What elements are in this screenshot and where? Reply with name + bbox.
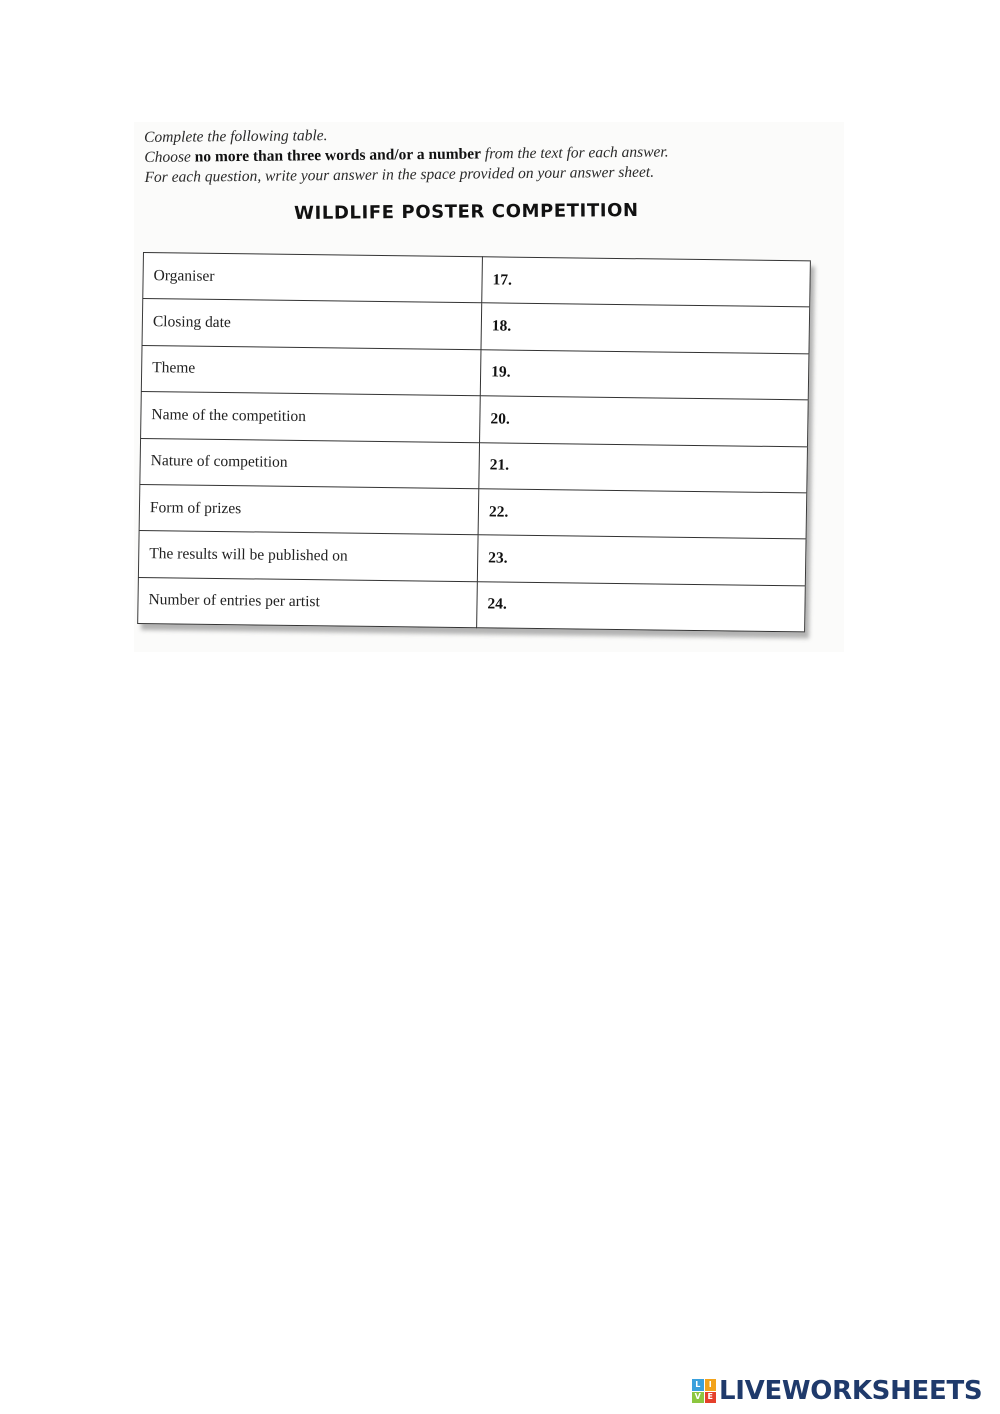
logo-letter-e: E — [705, 1392, 717, 1404]
logo-letter-l: L — [692, 1379, 704, 1391]
table-row — [142, 299, 810, 354]
competition-table-container — [137, 252, 811, 630]
answer-number[interactable]: 19. — [480, 350, 809, 400]
table-row — [141, 345, 809, 400]
page-title: WILDLIFE POSTER COMPETITION — [294, 199, 639, 224]
table-row — [138, 577, 806, 632]
row-label: Name of the competition — [141, 392, 481, 443]
answer-number[interactable]: 23. — [477, 535, 806, 585]
liveworksheets-logo-icon — [692, 1379, 716, 1403]
row-label: Nature of competition — [140, 438, 480, 489]
table-row — [143, 253, 811, 308]
answer-number[interactable]: 21. — [479, 442, 808, 492]
answer-number[interactable]: 17. — [482, 257, 811, 307]
instruction-line-3: For each question, write your answer in the space provided on your answer sheet. — [144, 163, 655, 186]
row-label: Form of prizes — [139, 484, 479, 535]
row-label: Number of entries per artist — [138, 577, 478, 628]
table-row — [140, 438, 808, 493]
logo-text: LIVEWORKSHEETS — [719, 1376, 983, 1406]
instructions — [144, 122, 745, 188]
instruction-line-2-prefix: Choose — [144, 148, 195, 166]
liveworksheets-logo[interactable] — [692, 1374, 982, 1408]
logo-letter-v: V — [692, 1392, 704, 1404]
row-label: Theme — [141, 345, 481, 396]
row-label: Organiser — [143, 253, 483, 304]
competition-table — [137, 252, 811, 632]
answer-number[interactable]: 18. — [481, 303, 810, 353]
answer-number[interactable]: 22. — [478, 489, 807, 539]
answer-number[interactable]: 24. — [477, 581, 806, 631]
answer-number[interactable]: 20. — [480, 396, 809, 446]
instruction-line-1: Complete the following table. — [144, 127, 328, 146]
instruction-line-2-bold: no more than three words and/or a number — [194, 145, 482, 166]
row-label: The results will be published on — [138, 531, 478, 582]
table-row — [138, 531, 806, 586]
row-label: Closing date — [142, 299, 482, 350]
table-row — [139, 484, 807, 539]
logo-letter-i: I — [705, 1379, 717, 1391]
table-row — [141, 392, 809, 447]
instruction-line-2-suffix: from the text for each answer. — [480, 143, 669, 163]
